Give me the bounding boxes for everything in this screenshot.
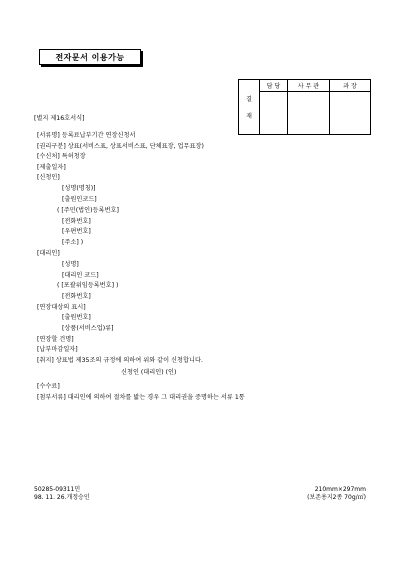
form-field-row: [수수료]	[37, 383, 60, 390]
form-field-row: [대리인]	[37, 250, 60, 257]
form-field-row: [출원인코드]	[62, 196, 97, 203]
approval-table	[238, 79, 371, 135]
approval-sign-staff	[260, 92, 288, 135]
footer-approval-date: 98. 11. 26.개정승인	[34, 494, 90, 501]
form-field-row: [출원번호]	[62, 314, 91, 321]
form-field-row: [납부마감일자]	[37, 346, 78, 353]
approval-side-label	[239, 80, 260, 135]
form-field-row: [상품(서비스업)류]	[62, 325, 114, 332]
electronic-document-badge: 전자문서 이용가능	[39, 49, 141, 65]
form-field-row: [우편번호]	[62, 228, 91, 235]
approval-header-director: 과 장	[330, 80, 371, 92]
form-field-row: 신청인 (대리인) (인)	[121, 369, 177, 376]
footer-paper-size: 210mm×297mm	[314, 486, 366, 493]
form-field-row: [연장할 건명]	[37, 336, 74, 343]
footer-code: 50285-09311민	[34, 486, 81, 493]
form-field-row: [성명]	[62, 261, 79, 268]
form-field-row: [제출일자]	[37, 164, 66, 171]
form-field-row: [수신처] 특허청장	[37, 153, 86, 160]
form-field-row: [전화번호]	[62, 218, 91, 225]
form-field-row: [취지] 상표법 제35조의 규정에 의하여 위와 같이 신청합니다.	[37, 357, 203, 364]
approval-header-staff: 담 당	[260, 80, 288, 92]
form-field-row: [첨부서류] 대리인에 의하여 절차를 밟는 경우 그 대리권을 증명하는 서류 1통	[37, 394, 245, 401]
form-field-row: ( [포괄위임등록번호] )	[57, 282, 119, 289]
approval-sign-director	[330, 92, 371, 135]
form-field-row: [대리인 코드]	[62, 272, 99, 279]
form-number: [별지 제16호서식]	[34, 115, 85, 122]
approval-sign-officer	[288, 92, 330, 135]
approval-side-char-1: 결	[246, 96, 252, 103]
form-field-row: [서류명] 등록료납부기간 연장신청서	[37, 132, 136, 139]
form-field-row: [전화번호]	[62, 293, 91, 300]
form-field-row: ( [주민(법인)등록번호]	[57, 207, 119, 214]
form-field-row: [성명(명칭)]	[62, 185, 96, 192]
form-field-row: [신청인]	[37, 174, 60, 181]
approval-side-char-2: 재	[246, 113, 252, 120]
form-field-row: [주소] )	[62, 239, 84, 246]
approval-header-officer: 사 무 관	[288, 80, 330, 92]
form-field-row: [연장대상의 표시]	[37, 304, 86, 311]
footer-paper-type: (보존용지2종 70g/㎡)	[307, 494, 366, 501]
form-field-row: [권리구분] 상표(서비스표, 상표서비스표, 단체표장, 업무표장)	[37, 143, 204, 150]
